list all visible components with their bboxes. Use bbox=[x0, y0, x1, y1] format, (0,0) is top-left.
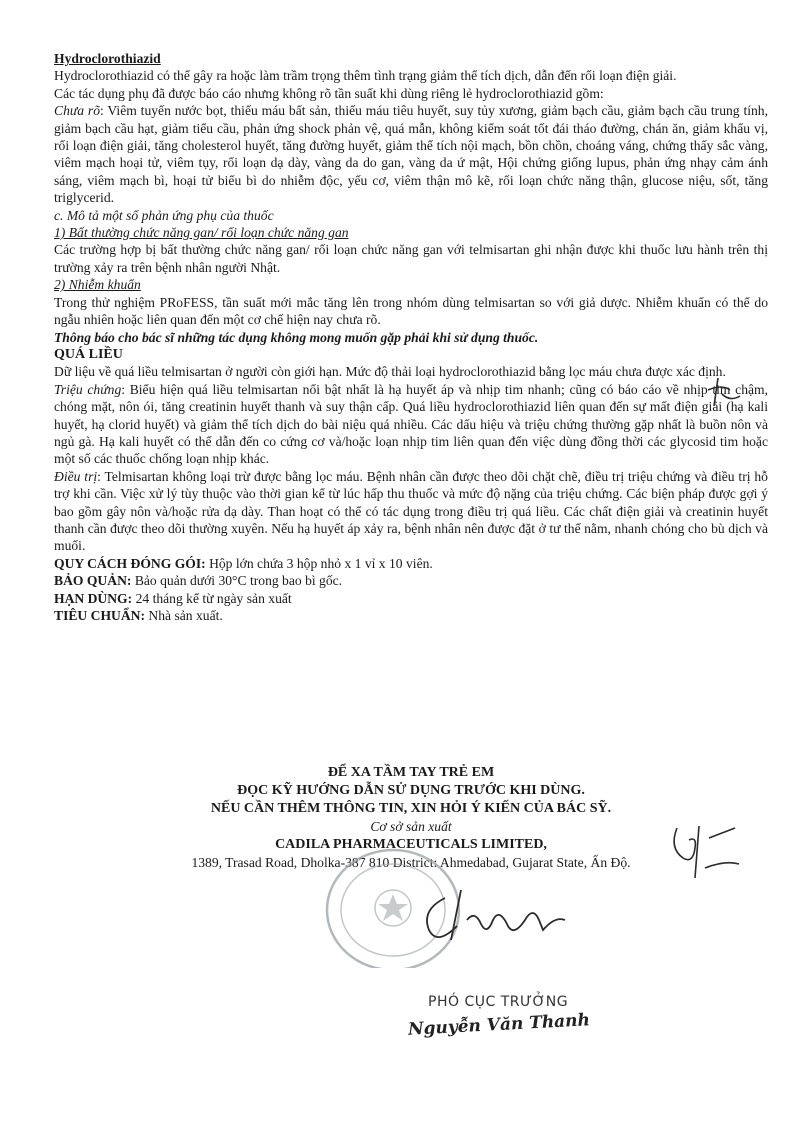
hctz-paragraph-1: Hydroclorothiazid có thể gây ra hoặc làm trầm trọng thêm tình trạng giảm thể tích dịch, dẫn đến rối loạn điện giải. bbox=[54, 68, 677, 84]
packing-text: Hộp lớn chứa 3 hộp nhỏ x 1 vỉ x 10 viên. bbox=[205, 555, 433, 571]
factory-label: Cơ sở sản xuất bbox=[370, 819, 452, 834]
company-address: 1389, Trasad Road, Dholka-387 810 District: Ahmedabad, Gujarat State, Ấn Độ. bbox=[191, 855, 631, 870]
desc-subtext-2: Trong thử nghiệm PRoFESS, tần suất mới mắc tăng lên trong nhóm dùng telmisartan so với giả dược. Nhiễm khuẩn có thể do ngẫu nhiên hoặc liên quan đến một cơ chế hiện nay chưa rõ. bbox=[54, 294, 768, 328]
treatment-label: Điều trị bbox=[54, 468, 98, 484]
company-name: CADILA PHARMACEUTICALS LIMITED, bbox=[275, 837, 547, 852]
symptoms-text: : Biểu hiện quá liều telmisartan nổi bật nhất là hạ huyết áp và nhịp tim nhanh; cũng có báo cáo về nhịp tim chậm, chóng mặt, nôn ói, tăng creatinin huyết thanh và suy thận cấp. Quá liều hydroclorothiazid liên quan đến sự mất điện giải (hạ kali huyết, hạ clorid huyết) và giảm thể tích dịch do bài niệu quá nhiều. Các dấu hiệu và triệu chứng thường gặp nhất là buồn nôn và ngủ gà. Hạ kali huyết có thể dẫn đến co cứng cơ và/hoặc loạn nhịp tim liên quan đến việc dùng đồng thời các glycosid tim hoặc một số các thuốc chống loạn nhịp khác. bbox=[54, 381, 768, 467]
hctz-unknown-paragraph bbox=[54, 102, 768, 206]
desc-subtext-1: Các trường hợp bị bất thường chức năng gan/ rối loạn chức năng gan với telmisartan ghi nhận được khi thuốc lưu hành trên thị trường xảy ra trên bệnh nhân người Nhật. bbox=[54, 242, 768, 275]
footer-line-3: NẾU CẦN THÊM THÔNG TIN, XIN HỎI Ý KIẾN CỦA BÁC SỸ. bbox=[210, 801, 612, 816]
symptoms-label: Triệu chứng bbox=[54, 381, 122, 397]
desc-subheading-2: 2) Nhiễm khuẩn bbox=[54, 277, 141, 293]
standard-text: Nhà sản xuất. bbox=[145, 608, 223, 623]
overdose-symptoms bbox=[54, 381, 768, 468]
treatment-text: : Telmisartan không loại trừ được bằng lọc máu. Bệnh nhân cần được theo dõi chặt chẽ, điều trị triệu chứng và điều trị hỗ trợ khi cần. Việc xử lý tùy thuộc vào thời gian kể từ lúc hấp thu thuốc và mức độ nặng của triệu chứng. Các biện pháp được gợi ý bao gồm gây nôn và/hoặc rửa dạ dày. Than hoạt có thể có tác dụng trong điều trị quá liều. Các chất điện giải và creatinin huyết thanh cần được theo dõi thường xuyên. Nếu hạ huyết áp xảy ra, bệnh nhân nên được đặt ở tư thế nằm, nhanh chóng cho bù dịch và muối. bbox=[54, 468, 768, 554]
storage-label: BẢO QUẢN: bbox=[54, 573, 132, 589]
desc-heading: c. Mô tả một số phản ứng phụ của thuốc bbox=[54, 207, 274, 223]
leaflet-page bbox=[54, 50, 768, 624]
overdose-heading: QUÁ LIỀU bbox=[54, 346, 123, 362]
expiry-text: 24 tháng kể từ ngày sản xuất bbox=[132, 590, 292, 606]
footer-line-2: ĐỌC KỸ HƯỚNG DẪN SỬ DỤNG TRƯỚC KHI DÙNG. bbox=[237, 783, 585, 798]
hctz-paragraph-2: Các tác dụng phụ đã được báo cáo nhưng không rõ tần suất khi dùng riêng lẻ hydroclorothiazid gồm: bbox=[54, 85, 604, 101]
expiry-label: HẠN DÙNG: bbox=[54, 590, 133, 606]
overdose-paragraph-1: Dữ liệu về quá liều telmisartan ở người còn giới hạn. Mức độ thải loại hydroclorothiazid bằng lọc máu chưa được xác định. bbox=[54, 364, 726, 380]
expiry-line bbox=[54, 590, 768, 607]
signature-title: PHÓ CỤC TRƯỞNG bbox=[428, 994, 569, 1010]
footer-line-1: ĐỂ XA TẦM TAY TRẺ EM bbox=[327, 765, 495, 780]
signature-mark-icon bbox=[665, 818, 745, 888]
notice-text: Thông báo cho bác sĩ những tác dụng không mong muốn gặp phải khi sử dụng thuốc. bbox=[54, 329, 539, 345]
initial-mark-icon bbox=[700, 372, 750, 412]
standard-line bbox=[54, 607, 768, 624]
unknown-text: : Viêm tuyến nước bọt, thiếu máu bất sản, thiếu máu tiêu huyết, suy tủy xương, giảm bạch cầu, giảm bạch cầu trung tính, giảm bạch cầu hạt, giảm tiểu cầu, phản ứng shock phản vệ, quá mẫn, không kiểm soát tốt đái tháo đường, chán ăn, giảm khẩu vị, rối loạn điện giải, tăng cholesterol huyết, tăng đường huyết, giảm thể tích nội mạch, bồn chồn, choáng váng, chứng thấy sắc vàng, viêm mạch hoại tử, viêm tụy, rối loạn dạ dày, vàng da do gan, vàng da ứ mật, Hội chứng giống lupus, phản ứng nhạy cảm ánh sáng, viêm mạch bì, hoại tử biểu bì do nhiễm độc, yếu cơ, viêm thận mô kẽ, rối loạn chức năng thận, glucose niệu, sốt, tăng triglycerid. bbox=[54, 103, 768, 206]
storage-text: Bảo quản dưới 30°C trong bao bì gốc. bbox=[131, 573, 343, 589]
storage-line bbox=[54, 572, 768, 589]
signature-name: Nguyễn Văn Thanh bbox=[407, 1010, 591, 1040]
overdose-treatment bbox=[54, 468, 768, 555]
unknown-label: Chưa rõ bbox=[54, 103, 101, 119]
director-signature-icon bbox=[415, 880, 585, 960]
packing-label: QUY CÁCH ĐÓNG GÓI: bbox=[54, 555, 206, 571]
packing-line bbox=[54, 555, 768, 572]
standard-label: TIÊU CHUẨN: bbox=[54, 608, 146, 623]
desc-subheading-1: 1) Bất thường chức năng gan/ rối loạn chức năng gan bbox=[54, 225, 349, 241]
hctz-heading: Hydroclorothiazid bbox=[54, 51, 161, 66]
